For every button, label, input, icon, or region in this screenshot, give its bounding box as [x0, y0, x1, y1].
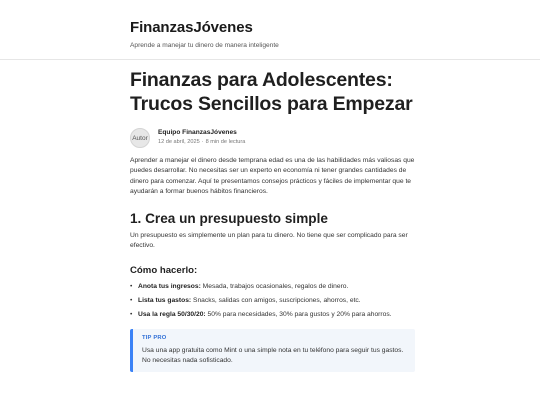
article-title: Finanzas para Adolescentes: Trucos Sencillos para Empezar: [130, 69, 413, 115]
intro-paragraph: Aprender a manejar el dinero desde temprana edad es una de las habilidades más valiosas que puedes desarrollar. No necesitas ser un experto en economía ni tener grandes cantidades de dinero para comenzar. Aquí te presentamos consejos prácticos y fáciles de implementar que te ayudarán a formar buenos hábitos financieros.: [130, 157, 415, 195]
article-meta: [158, 139, 245, 145]
how-to-list: [130, 282, 415, 321]
list-item: [130, 296, 415, 306]
meta-separator: ·: [201, 139, 204, 145]
site-tagline: Aprende a manejar tu dinero de manera inteligente: [130, 42, 279, 49]
subsection-heading: Cómo hacerlo:: [130, 264, 198, 276]
site-header: [0, 0, 540, 60]
site-title[interactable]: FinanzasJóvenes: [130, 19, 253, 36]
list-item-label: Anota tus ingresos:: [138, 282, 201, 290]
tip-text: Usa una app gratuita como Mint o una simple nota en tu teléfono para seguir tus gastos. No necesitas nada sofisticado.: [142, 346, 404, 364]
bullet: •: [130, 297, 133, 305]
tip-callout: [130, 329, 415, 373]
list-item-text: Mesada, trabajos ocasionales, regalos de dinero.: [202, 282, 349, 290]
article: [130, 68, 415, 372]
list-item: [130, 282, 415, 292]
list-item-text: 50% para necesidades, 30% para gustos y 20% para ahorros.: [207, 311, 392, 319]
list-item-text: Snacks, salidas con amigos, suscripciones, ahorros, etc.: [193, 297, 361, 305]
tip-label: TIP PRO: [142, 334, 167, 341]
bullet: •: [130, 282, 133, 290]
section-heading: 1. Crea un presupuesto simple: [130, 211, 328, 227]
list-item-label: Lista tus gastos:: [138, 297, 192, 305]
section-paragraph: Un presupuesto es simplemente un plan para tu dinero. No tiene que ser complicado para ser efectivo.: [130, 232, 408, 250]
read-time: 8 min de lectura: [205, 139, 246, 145]
byline: [130, 127, 415, 155]
author-name[interactable]: Equipo FinanzasJóvenes: [158, 129, 237, 136]
list-item-label: Usa la regla 50/30/20:: [138, 311, 206, 319]
author-avatar: Autor: [130, 128, 150, 148]
bullet: •: [130, 311, 133, 319]
list-item: [130, 310, 415, 320]
publish-date: 12 de abril, 2025: [158, 139, 200, 145]
